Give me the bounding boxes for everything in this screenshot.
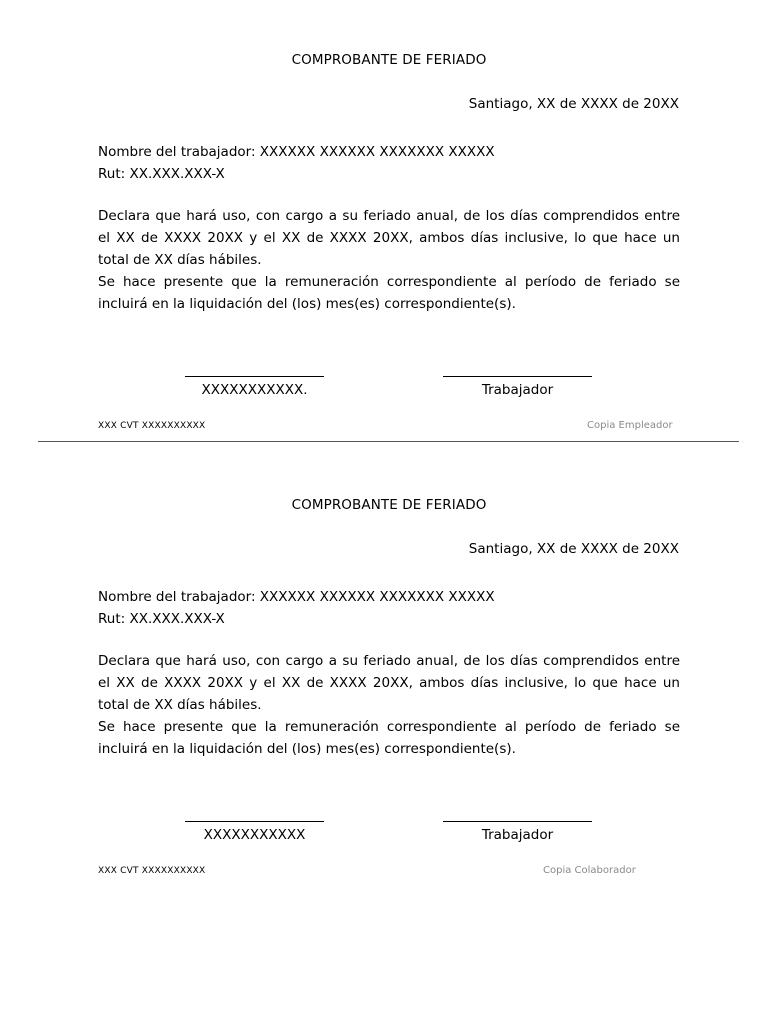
copy-label: Copia Empleador — [587, 420, 673, 431]
declaration-body — [98, 205, 680, 315]
signature-line — [185, 811, 324, 822]
receipt-copy-collaborator — [0, 445, 768, 885]
worker-signature — [443, 366, 592, 398]
worker-signature — [443, 811, 592, 843]
worker-signature-label: Trabajador — [481, 382, 554, 398]
worker-name-line: Nombre del trabajador: XXXXXX XXXXXX XXXXXXX XXXXX — [98, 144, 495, 160]
rut-line: Rut: XX.XXX.XXX-X — [98, 166, 225, 182]
document-title: COMPROBANTE DE FERIADO — [291, 52, 487, 68]
document-title: COMPROBANTE DE FERIADO — [291, 497, 487, 513]
rut-line: Rut: XX.XXX.XXX-X — [98, 611, 225, 627]
cut-line-divider — [38, 441, 739, 442]
document-code: XXX CVT XXXXXXXXXX — [98, 421, 206, 431]
place-date: Santiago, XX de XXXX de 20XX — [468, 96, 679, 112]
worker-name-line: Nombre del trabajador: XXXXXX XXXXXX XXXXXXX XXXXX — [98, 589, 495, 605]
signature-line — [185, 366, 324, 377]
worker-signature-label: Trabajador — [481, 827, 554, 843]
declaration-body — [98, 650, 680, 760]
remuneration-paragraph: Se hace presente que la remuneración correspondiente al período de feriado se incluirá en la liquidación del (los) mes(es) correspondiente(s). — [98, 719, 680, 757]
worker-info — [98, 586, 495, 630]
employer-signature-label: XXXXXXXXXXX. — [201, 382, 308, 398]
employer-signature — [185, 811, 324, 843]
document-code: XXX CVT XXXXXXXXXX — [98, 866, 206, 876]
place-date: Santiago, XX de XXXX de 20XX — [468, 541, 679, 557]
copy-label: Copia Colaborador — [543, 865, 636, 876]
remuneration-paragraph: Se hace presente que la remuneración correspondiente al período de feriado se incluirá en la liquidación del (los) mes(es) correspondiente(s). — [98, 274, 680, 312]
employer-signature-label: XXXXXXXXXXX — [203, 827, 306, 843]
signature-line — [443, 366, 592, 377]
receipt-copy-employer — [0, 0, 768, 440]
signature-line — [443, 811, 592, 822]
declaration-paragraph: Declara que hará uso, con cargo a su feriado anual, de los días comprendidos entre el XX de XXXX 20XX y el XX de XXXX 20XX, ambos días inclusive, lo que hace un total de XX días hábiles. — [98, 208, 680, 268]
worker-info — [98, 141, 495, 185]
employer-signature — [185, 366, 324, 398]
declaration-paragraph: Declara que hará uso, con cargo a su feriado anual, de los días comprendidos entre el XX de XXXX 20XX y el XX de XXXX 20XX, ambos días inclusive, lo que hace un total de XX días hábiles. — [98, 653, 680, 713]
